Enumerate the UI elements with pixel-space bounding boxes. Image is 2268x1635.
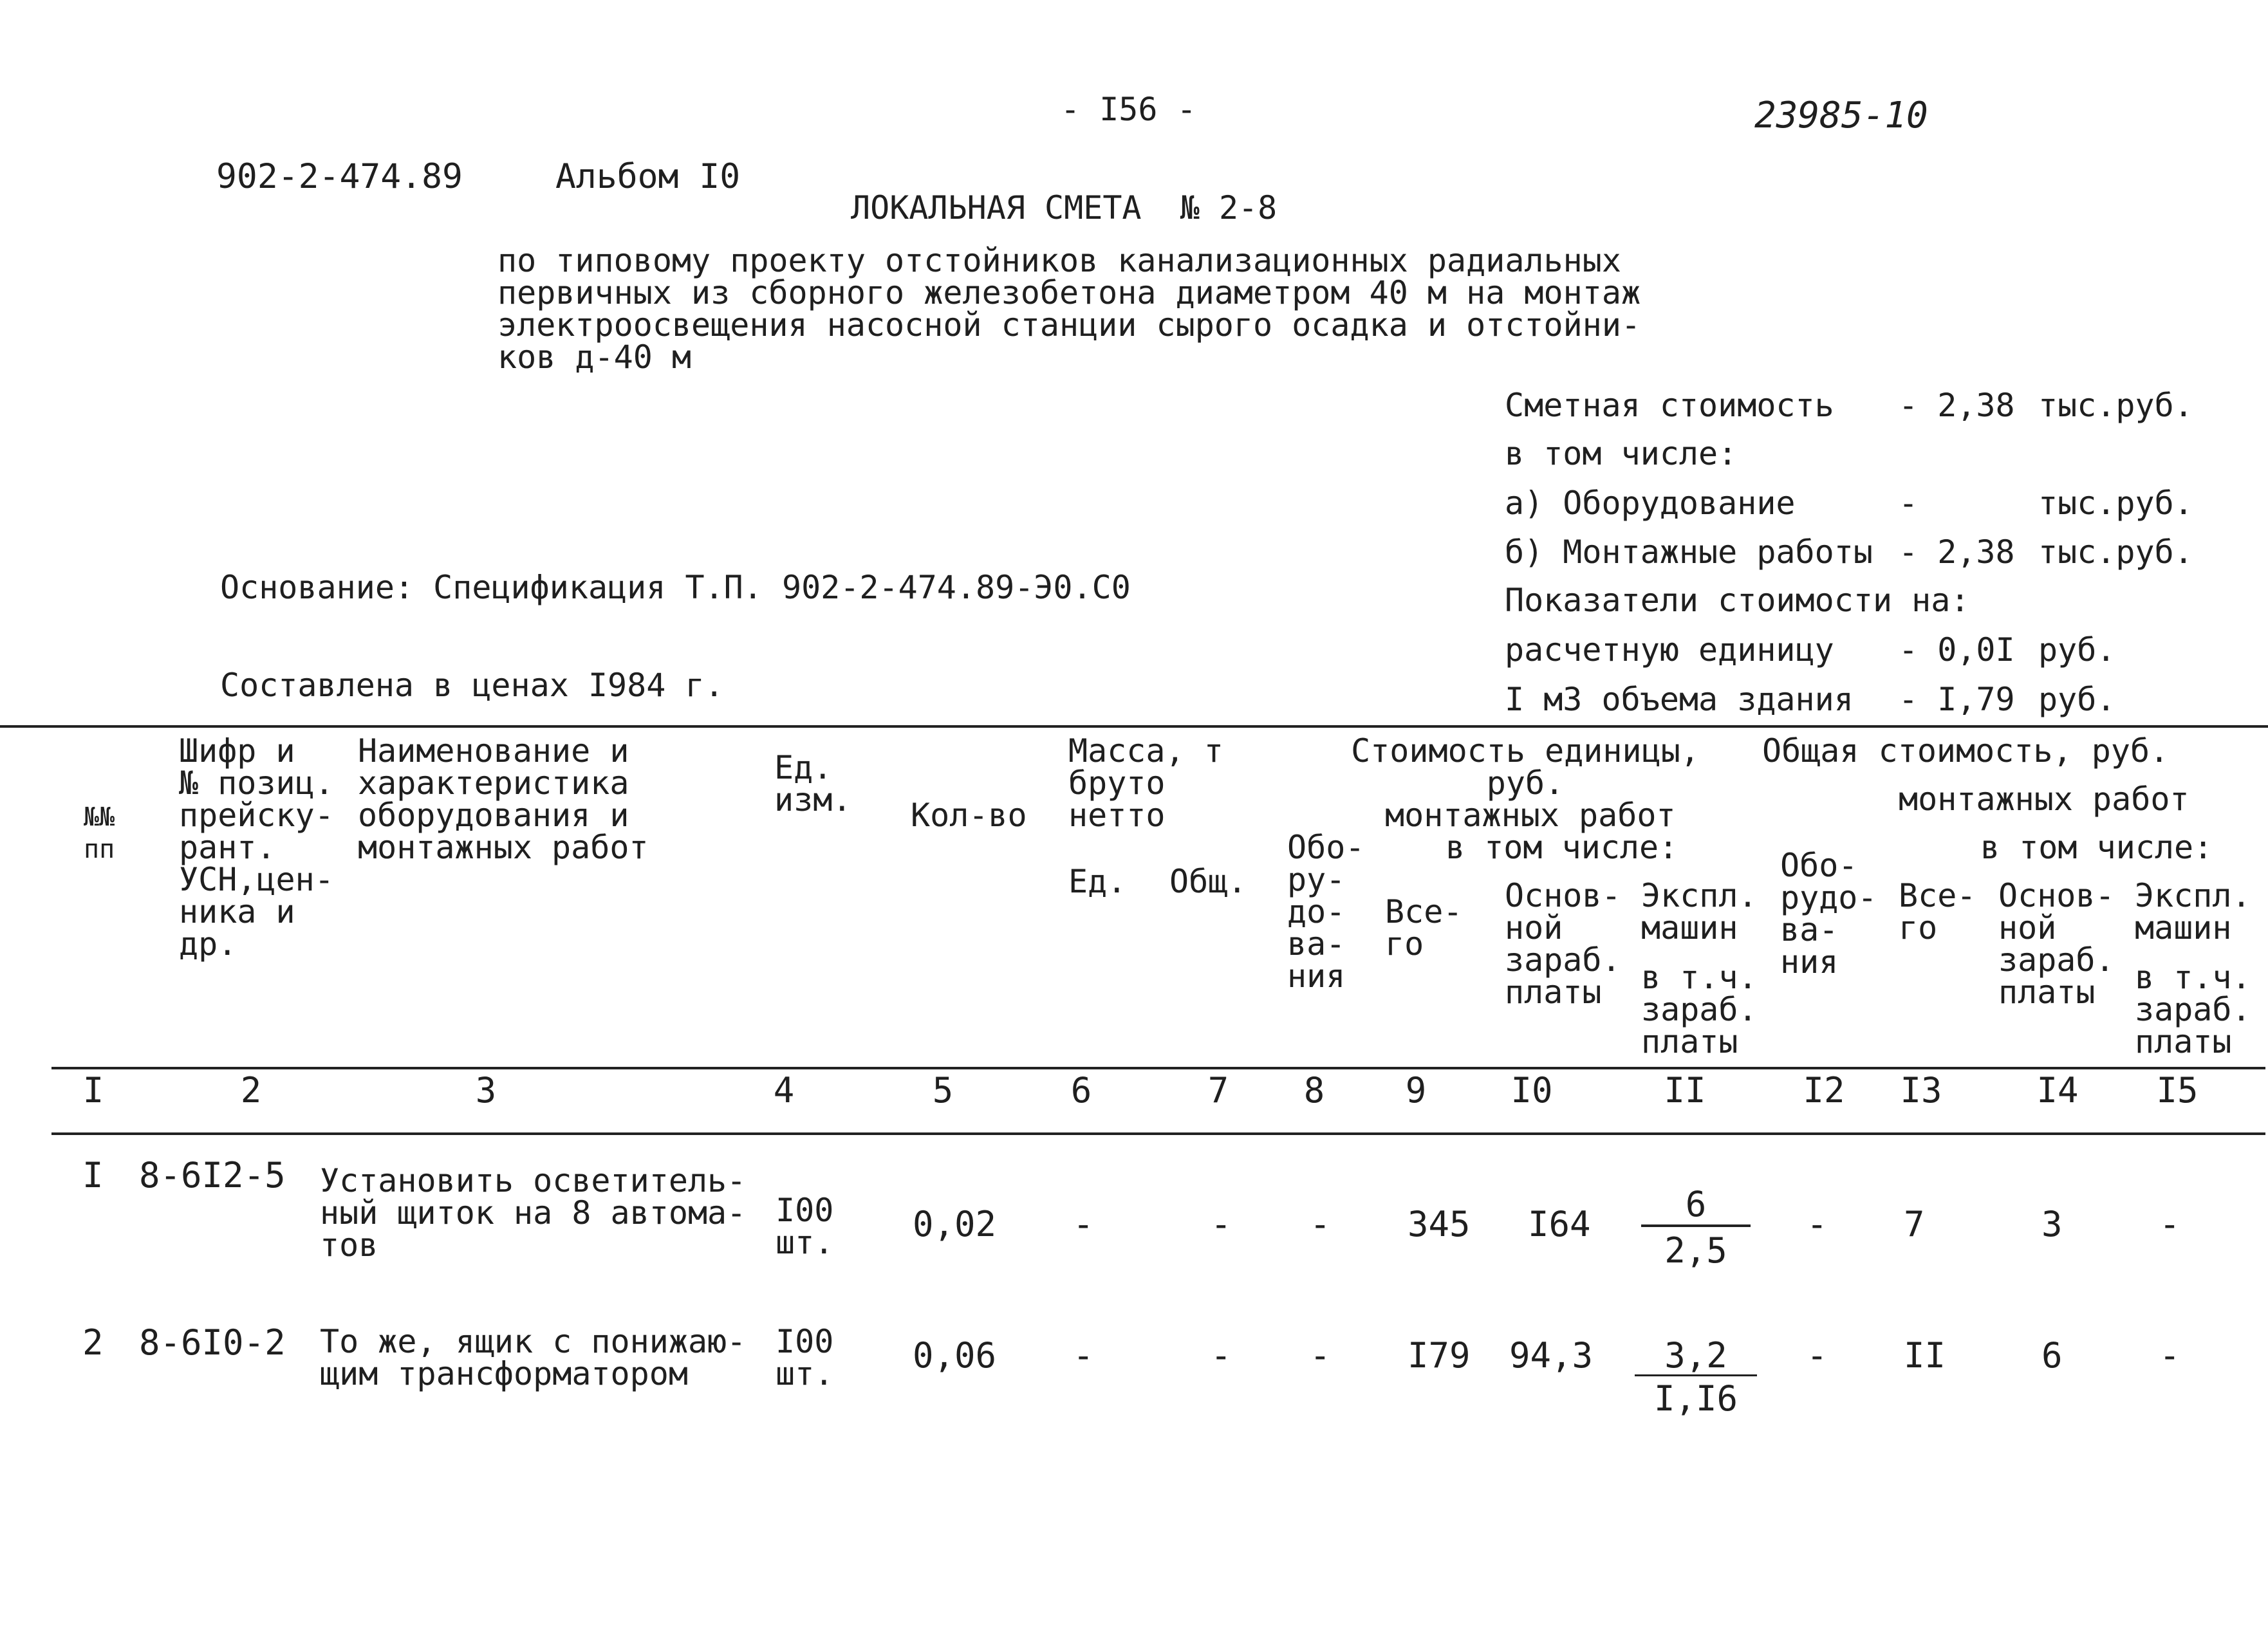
row-expl-denominator: 2,5 [1664, 1230, 1727, 1271]
header-unit-mont: монтажных работ [1385, 797, 1676, 834]
subtitle-line-1: по типовому проекту отстойников канализационных радиальных [497, 242, 1621, 279]
header-mass-total: Общ. [1169, 863, 1247, 900]
col-number: 4 [773, 1070, 795, 1111]
document-title: ЛОКАЛЬНАЯ СМЕТА № 2-8 [851, 189, 1278, 226]
subtitle-line-2: первичных из сборного железобетона диаметром 40 м на монтаж [497, 274, 1641, 311]
header-mass: Масса, т бруто нетто [1068, 732, 1223, 834]
header-col14: Основ- ной зараб. платы [1998, 877, 2115, 1011]
page-number: - I56 - [1061, 91, 1196, 128]
row-total-expl: - [2159, 1204, 2180, 1244]
row-name: Установить осветитель- ный щиток на 8 автома- тов [320, 1162, 747, 1264]
row-unit: I00 шт. [776, 1192, 834, 1261]
row-total-equip: - [1807, 1335, 1828, 1376]
col-number: 2 [240, 1070, 262, 1111]
summary-value-1: - 2,38 [1899, 387, 2015, 424]
row-base: I64 [1528, 1204, 1591, 1244]
header-col15-wages: в т.ч. зараб. платы [2135, 959, 2251, 1060]
summary-value-6: - 0,0I [1899, 631, 2015, 669]
album-label: Альбом I0 [555, 157, 741, 196]
row-total-all: 7 [1904, 1204, 1925, 1244]
summary-unit-7: руб. [2038, 681, 2116, 718]
header-unit-cost: Стоимость единицы, руб. [1351, 732, 1700, 802]
row-equip: - [1310, 1335, 1331, 1376]
row-name: То же, ящик с понижаю- щим трансформатором [320, 1323, 747, 1392]
header-col10: Основ- ной зараб. платы [1505, 877, 1621, 1011]
col-number: 8 [1303, 1070, 1325, 1111]
header-col5: Кол-во [911, 797, 1027, 834]
row-base: 94,3 [1509, 1335, 1594, 1376]
row-unit: I00 шт. [776, 1323, 834, 1392]
summary-unit-4: тыс.руб. [2038, 533, 2193, 571]
row-number: I [82, 1155, 104, 1196]
summary-label-5: Показатели стоимости на: [1505, 582, 1970, 619]
col-number: 6 [1070, 1070, 1092, 1111]
subtitle-line-3: электроосвещения насосной станции сырого осадка и отстойни- [497, 306, 1641, 344]
header-bottom-rule [51, 1067, 2265, 1069]
col-number: 3 [475, 1070, 497, 1111]
header-unit-incl: в том числе: [1445, 829, 1678, 866]
header-total-mont: монтажных работ [1899, 781, 2189, 818]
col-number: I [82, 1070, 104, 1111]
summary-unit-1: тыс.руб. [2038, 387, 2193, 424]
row-expl-fraction [1635, 1335, 1757, 1419]
row-expl-numerator: 3,2 [1635, 1338, 1757, 1376]
row-expl-fraction [1641, 1184, 1751, 1271]
row-number: 2 [82, 1322, 104, 1363]
column-numbers-rule [51, 1132, 2265, 1135]
row-qty: 0,06 [913, 1335, 997, 1376]
row-total-base: 6 [2041, 1335, 2063, 1376]
col-number: 7 [1207, 1070, 1229, 1111]
summary-label-3: а) Оборудование [1505, 485, 1796, 522]
header-col15: Экспл. машин [2135, 877, 2251, 947]
header-total-cost: Общая стоимость, руб. [1762, 732, 2170, 770]
col-number: I3 [1900, 1070, 1942, 1111]
summary-unit-6: руб. [2038, 631, 2116, 669]
basis-line: Основание: Спецификация Т.П. 902-2-474.89-Э0.С0 [220, 569, 1131, 606]
summary-label-2: в том числе: [1505, 435, 1738, 472]
row-total-base: 3 [2041, 1204, 2063, 1244]
summary-value-4: - 2,38 [1899, 533, 2015, 571]
subtitle-line-4: ков д-40 м [497, 338, 692, 376]
col-number: I4 [2036, 1070, 2079, 1111]
row-total-all: II [1904, 1335, 1946, 1376]
header-col9: Все- го [1385, 893, 1463, 963]
row-total-expl: - [2159, 1335, 2180, 1376]
col-number: I2 [1803, 1070, 1845, 1111]
header-col11: Экспл. машин [1641, 877, 1758, 947]
row-mass-total: - [1211, 1204, 1232, 1244]
header-col2: Шифр и № позиц. прейску- рант. УСН,цен- ника и др. [179, 732, 334, 963]
header-total-incl: в том числе: [1980, 829, 2213, 866]
summary-label-1: Сметная стоимость [1505, 387, 1834, 424]
header-col3: Наименование и характеристика оборудования и монтажных работ [358, 732, 649, 866]
row-total: I79 [1408, 1335, 1471, 1376]
header-col11-wages: в т.ч. зараб. платы [1641, 959, 1758, 1060]
summary-label-6: расчетную единицу [1505, 631, 1834, 669]
row-qty: 0,02 [913, 1204, 997, 1244]
prices-year-line: Составлена в ценах I984 г. [220, 667, 724, 704]
row-code: 8-6I2-5 [139, 1155, 286, 1196]
header-col12: Обо- рудо- ва- ния [1780, 847, 1877, 981]
summary-label-4: б) Монтажные работы [1505, 533, 1873, 571]
table-top-rule [0, 725, 2268, 728]
row-equip: - [1310, 1204, 1331, 1244]
header-col4: Ед. изм. [774, 749, 852, 818]
col-number: I0 [1510, 1070, 1553, 1111]
col-number: 9 [1405, 1070, 1427, 1111]
col-number: I5 [2156, 1070, 2198, 1111]
col-number: 5 [932, 1070, 954, 1111]
row-mass-unit: - [1073, 1335, 1094, 1376]
row-mass-total: - [1211, 1335, 1232, 1376]
header-col13: Все- го [1899, 877, 1976, 947]
summary-unit-3: тыс.руб. [2038, 485, 2193, 522]
project-code: 902-2-474.89 [216, 157, 463, 196]
row-total: 345 [1408, 1204, 1471, 1244]
summary-value-7: - I,79 [1899, 681, 2015, 718]
row-code: 8-6I0-2 [139, 1322, 286, 1363]
summary-value-3: - [1899, 485, 1919, 522]
document-number: 23985-10 [1754, 95, 1928, 136]
header-mass-unit: Ед. [1068, 863, 1127, 900]
header-col1: №№ пп [84, 802, 115, 864]
header-col8: Обо- ру- до- ва- ния [1287, 829, 1365, 995]
row-total-equip: - [1807, 1204, 1828, 1244]
row-expl-denominator: I,I6 [1653, 1378, 1738, 1419]
col-number: II [1664, 1070, 1706, 1111]
row-mass-unit: - [1073, 1204, 1094, 1244]
row-expl-numerator: 6 [1641, 1187, 1751, 1227]
summary-label-7: I м3 объема здания [1505, 681, 1854, 718]
